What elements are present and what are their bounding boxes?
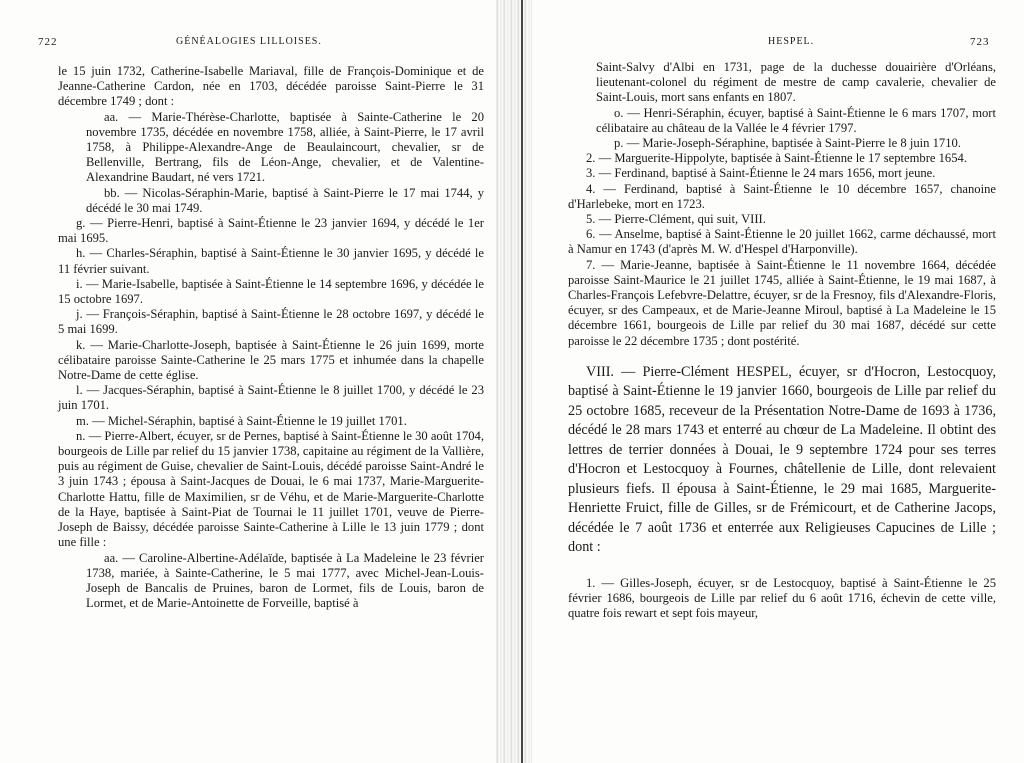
right-running-head: HESPEL.	[768, 36, 815, 47]
paragraph: 1. — Gilles-Joseph, écuyer, sr de Lestocquoy, baptisé à Saint-Étienne le 25 février 1686, bourgeois de Lille par relief du 6 août 1716, échevin de cette ville, quatre fois rewart et sept fois mayeur,	[568, 575, 996, 621]
paragraph: 6. — Anselme, baptisé à Saint-Étienne le 20 juillet 1662, carme déchaussé, mort à Namur en 1743 (d'après M. W. d'Hespel d'Harponville).	[568, 227, 996, 257]
paragraph: p. — Marie-Joseph-Séraphine, baptisée à Saint-Pierre le 8 juin 1710.	[614, 136, 961, 151]
paragraph: j. — François-Séraphin, baptisé à Saint-Étienne le 28 octobre 1697, y décédé le 5 mai 1699.	[58, 307, 484, 337]
left-page-body	[58, 64, 484, 611]
paragraph: k. — Marie-Charlotte-Joseph, baptisée à Saint-Étienne le 26 juin 1699, morte célibataire paroisse Sainte-Catherine le 25 mars 1775 et inhumée dans la chapelle Notre-Dame de cette église.	[58, 337, 484, 383]
paragraph: le 15 juin 1732, Catherine-Isabelle Mariaval, fille de François-Dominique et de Jeanne-Catherine Cardon, née en 1703, décédée paroisse Saint-Pierre le 31 décembre 1749 ; dont :	[58, 64, 484, 109]
paragraph: o. — Henri-Séraphin, écuyer, baptisé à Saint-Étienne le 6 mars 1707, mort célibataire au château de la Vallée le 4 février 1797.	[596, 105, 996, 135]
paragraph: l. — Jacques-Séraphin, baptisé à Saint-Étienne le 8 juillet 1700, y décédé le 23 juin 1701.	[58, 383, 484, 413]
paragraph: i. — Marie-Isabelle, baptisée à Saint-Étienne le 14 septembre 1696, y décédée le 15 octobre 1697.	[58, 276, 484, 307]
paragraph: Saint-Salvy d'Albi en 1731, page de la duchesse douairière d'Orléans, lieutenant-colonel du régiment de mestre de camp cavalerie, chevalier de Saint-Louis, mort sans enfants en 1807.	[596, 60, 996, 105]
paragraph: 5. — Pierre-Clément, qui suit, VIII.	[586, 212, 766, 227]
left-page	[0, 0, 496, 763]
paragraph: g. — Pierre-Henri, baptisé à Saint-Étienne le 23 janvier 1694, y décédé le 1er mai 1695.	[58, 216, 484, 246]
paragraph: 4. — Ferdinand, baptisé à Saint-Étienne le 10 décembre 1657, chanoine d'Harlebeke, mort en 1723.	[568, 181, 996, 211]
right-page	[532, 0, 1024, 763]
paragraph: 2. — Marguerite-Hippolyte, baptisée à Saint-Étienne le 17 septembre 1654.	[586, 151, 967, 166]
paragraph: aa. — Caroline-Albertine-Adélaïde, baptisée à La Madeleine le 23 février 1738, mariée, à Sainte-Catherine, le 5 mai 1777, avec Michel-Jean-Louis-Joseph de Bancalis de Pruines, baron de Lormet, fils de Louis, baron de Lormet, et de Marie-Antoinette de Forveille, baptisé à	[86, 550, 484, 611]
paragraph: h. — Charles-Séraphin, baptisé à Saint-Étienne le 30 janvier 1695, y décédé le 11 février suivant.	[58, 246, 484, 276]
paragraph: VIII. — Pierre-Clément HESPEL, écuyer, sr d'Hocron, Lestocquoy, baptisé à Saint-Étienne le 19 janvier 1660, bourgeois de Lille par relief du 25 octobre 1685, receveur de la Présentation Notre-Dame de 1693 à 1736, décédé le 28 mars 1743 et enterré au chœur de La Madeleine. Il obtint des lettres de terrier données à Douai, le 9 septembre 1724 pour ses terres d'Hocron et Lestocquoy à Fournes, châtellenie de Lille, dont relevaient plusieurs fiefs. Il épousa à Saint-Étienne, le 29 mai 1685, Marguerite-Henriette Fruict, fille de Gilles, sr de Frémicourt, et de Catherine Jacops, décédée le 7 août 1736 et enterrée aux Religieuses Capucines de Lille ; dont :	[568, 363, 996, 556]
paragraph: m. — Michel-Séraphin, baptisé à Saint-Étienne le 19 juillet 1701.	[76, 413, 407, 428]
paragraph: n. — Pierre-Albert, écuyer, sr de Pernes, baptisé à Saint-Étienne le 30 août 1704, bourgeois de Lille par relief du 15 janvier 1738, capitaine au régiment de la Vallière, puis au régiment de Guise, chevalier de Saint-Louis, décédé paroisse Saint-André le 3 juin 1743 ; épousa à Saint-Jacques de Douai, le 6 mai 1737, Marie-Marguerite-Charlotte Hattu, fille de Maximilien, sr de Véhu, et de Marie-Marguerite-Charlotte de la Haye, baptisée à Saint-Piat de Tournai le 11 juillet 1701, veuve de Pierre-Joseph de Baissy, décédée paroisse Sainte-Catherine à Lille le 13 juin 1779 ; dont une fille :	[58, 428, 484, 550]
paragraph: 7. — Marie-Jeanne, baptisée à Saint-Étienne le 11 novembre 1664, décédée paroisse Saint-Maurice le 21 juillet 1745, alliée à Saint-Étienne, le 19 mai 1687, à Charles-François Lefebvre-Delattre, écuyer, sr de la Fresnoy, fils d'Alexandre-Floris, écuyer, sr des Campeaux, et de Marie-Jeanne Miroul, baptisé à La Madeleine le 15 décembre 1661, bourgeois de Lille par relief du 30 mai 1687, décédé sur cette paroisse le 22 décembre 1735 ; dont postérité.	[568, 257, 996, 348]
left-running-head: GÉNÉALOGIES LILLOISES.	[176, 36, 322, 47]
gutter-binding-line	[521, 0, 523, 763]
right-page-number: 723	[970, 36, 990, 48]
book-gutter	[496, 0, 532, 763]
right-page-body	[568, 60, 996, 621]
paragraph: bb. — Nicolas-Séraphin-Marie, baptisé à Saint-Pierre le 17 mai 1744, y décédé le 30 mai 1749.	[86, 185, 484, 215]
left-page-number: 722	[38, 36, 58, 48]
paragraph: 3. — Ferdinand, baptisé à Saint-Étienne le 24 mars 1656, mort jeune.	[586, 166, 936, 181]
paragraph: aa. — Marie-Thérèse-Charlotte, baptisée à Sainte-Catherine le 20 novembre 1735, décédée en novembre 1758, alliée, à Saint-Pierre, le 17 avril 1758, à Philippe-Alexandre-Ange de Beaulaincourt, chevalier, sr de Bellenville, Bertrang, fils de Léon-Ange, chevalier, et de Valentine-Alexandrine Baudart, né vers 1721.	[86, 109, 484, 185]
